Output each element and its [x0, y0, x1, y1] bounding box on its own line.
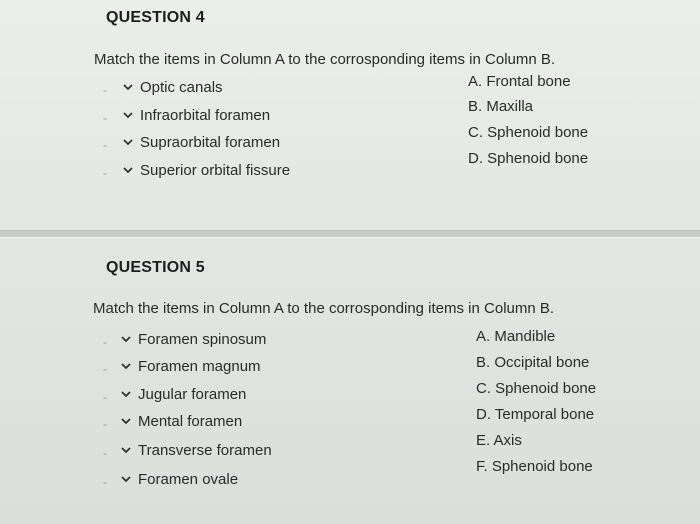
q5-row-1-dash: - [103, 335, 107, 349]
q4-match-row-2 [0, 104, 700, 128]
question-5-block [0, 235, 700, 524]
q4-row-2-dropdown[interactable] [122, 104, 270, 126]
q5-row-2-dropdown[interactable] [120, 355, 261, 377]
q4-answer-b: B. Maxilla [468, 98, 534, 115]
q4-answer-c: C. Sphenoid bone [468, 124, 589, 141]
q5-row-2-label: Foramen magnum [138, 357, 261, 375]
q4-row-3-label: Supraorbital foramen [140, 133, 281, 151]
q5-answer-d: D. Temporal bone [476, 406, 595, 423]
chevron-down-icon [120, 360, 132, 372]
chevron-down-icon [120, 388, 132, 400]
question-5-title: QUESTION 5 [106, 259, 205, 276]
q4-row-3-dash: - [103, 138, 107, 152]
q5-row-2-dash: - [103, 362, 107, 376]
q4-match-row-1 [0, 76, 700, 100]
chevron-down-icon [120, 444, 132, 456]
question-4-block [0, 0, 700, 230]
chevron-down-icon [120, 333, 132, 345]
q4-row-4-dropdown[interactable] [122, 159, 290, 181]
chevron-down-icon [122, 109, 134, 121]
q5-answer-b: B. Occipital bone [476, 354, 590, 371]
q5-row-1-dropdown[interactable] [120, 328, 266, 350]
q5-row-5-dropdown[interactable] [120, 439, 272, 461]
q5-row-6-dropdown[interactable] [120, 468, 238, 490]
q5-row-6-label: Foramen ovale [138, 470, 239, 488]
q4-row-2-label: Infraorbital foramen [140, 106, 271, 124]
question-5-instruction: Match the items in Column A to the corrosponding items in Column B. [93, 300, 555, 317]
q5-row-3-dash: - [103, 390, 107, 404]
q5-match-row-6 [0, 468, 700, 492]
q4-row-1-dropdown[interactable] [122, 76, 223, 98]
q5-answer-e: E. Axis [476, 432, 522, 449]
q4-row-1-dash: - [103, 83, 107, 97]
chevron-down-icon [122, 81, 134, 93]
q5-row-1-label: Foramen spinosum [138, 330, 267, 348]
chevron-down-icon [120, 473, 132, 485]
chevron-down-icon [120, 415, 132, 427]
q5-match-row-5 [0, 439, 700, 463]
question-4-instruction: Match the items in Column A to the corrosponding items in Column B. [94, 51, 556, 68]
q4-match-row-3 [0, 131, 700, 155]
q5-row-4-label: Mental foramen [138, 412, 243, 430]
chevron-down-icon [122, 164, 134, 176]
q5-answer-c: C. Sphenoid bone [476, 380, 597, 397]
q5-row-4-dropdown[interactable] [120, 410, 242, 432]
q5-match-row-1 [0, 328, 700, 352]
q5-answer-a: A. Mandible [476, 328, 556, 345]
q5-row-5-dash: - [103, 446, 107, 460]
q5-row-6-dash: - [103, 475, 107, 489]
q4-answer-a: A. Frontal bone [468, 73, 571, 90]
q5-answer-f: F. Sphenoid bone [476, 458, 593, 475]
q4-row-3-dropdown[interactable] [122, 131, 280, 153]
q5-row-3-label: Jugular foramen [138, 385, 247, 403]
q4-row-2-dash: - [103, 111, 107, 125]
q4-row-1-label: Optic canals [140, 78, 223, 96]
chevron-down-icon [122, 136, 134, 148]
q5-match-row-2 [0, 355, 700, 379]
q5-row-5-label: Transverse foramen [138, 441, 272, 459]
q5-row-4-dash: - [103, 417, 107, 431]
q5-match-row-4 [0, 410, 700, 434]
q4-answer-d: D. Sphenoid bone [468, 150, 589, 167]
q4-row-4-label: Superior orbital fissure [140, 161, 291, 179]
q4-match-row-4 [0, 159, 700, 183]
q5-row-3-dropdown[interactable] [120, 383, 246, 405]
question-4-title: QUESTION 4 [106, 9, 205, 26]
q4-row-4-dash: - [103, 166, 107, 180]
